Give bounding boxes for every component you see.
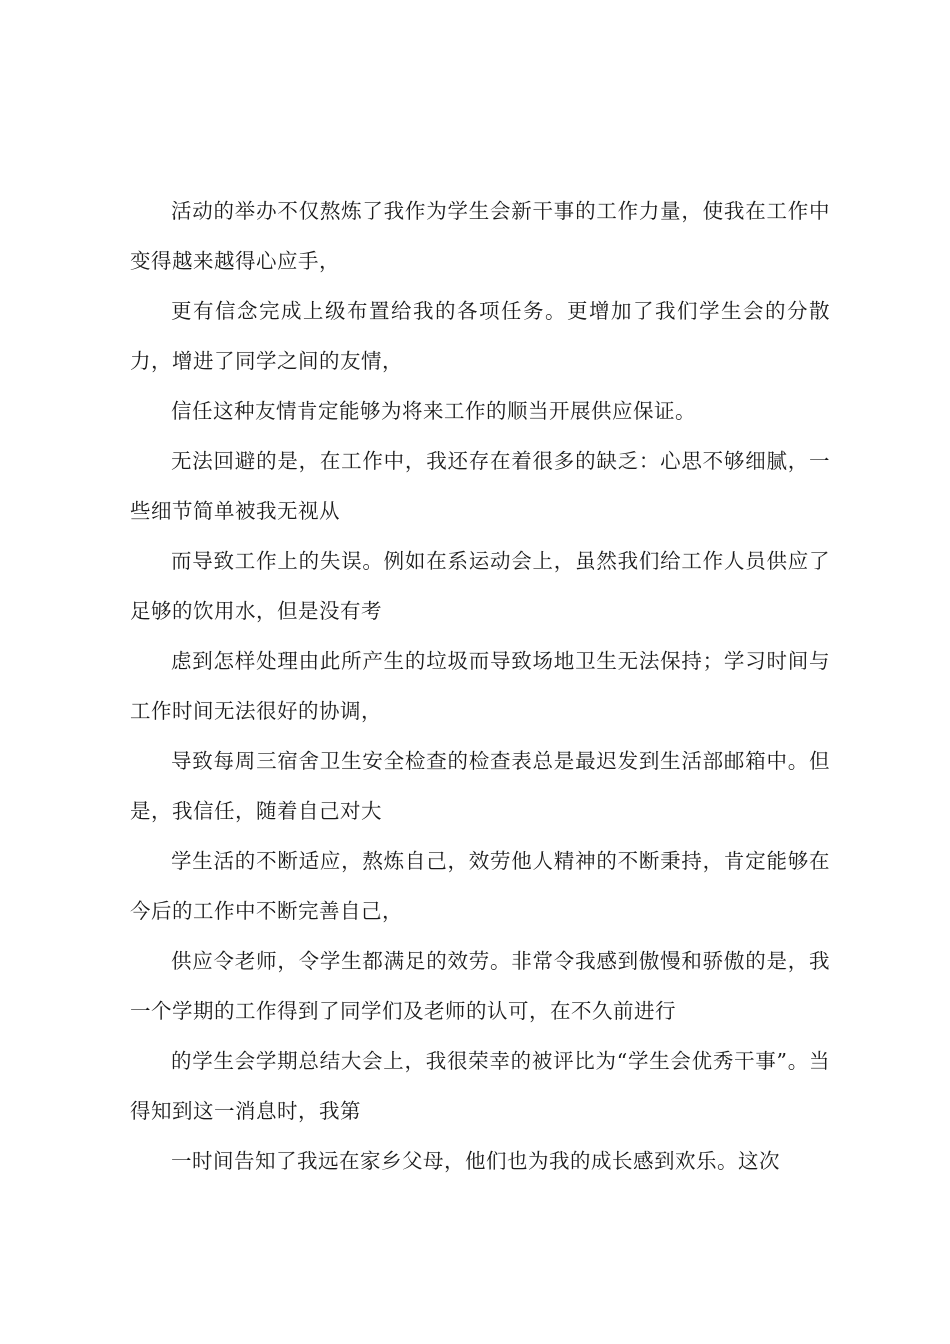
document-body [130,186,830,1186]
paragraph-3: 信任这种友情肯定能够为将来工作的顺当开展供应保证。 [171,399,696,423]
paragraph-6: 虑到怎样处理由此所产生的垃圾而导致场地卫生无法保持；学习时间与工作时间无法很好的协调， [130,649,830,723]
paragraph-4: 无法回避的是，在工作中，我还存在着很多的缺乏：心思不够细腻，一些细节简单被我无视从 [130,449,830,523]
paragraph-9: 供应令老师，令学生都满足的效劳。非常令我感到傲慢和骄傲的是，我一个学期的工作得到了同学们及老师的认可，在不久前进行 [130,949,830,1023]
paragraph-10: 的学生会学期总结大会上，我很荣幸的被评比为“学生会优秀干事”。当得知到这一消息时，我第 [130,1049,830,1123]
paragraph-8: 学生活的不断适应，熬炼自己，效劳他人精神的不断秉持，肯定能够在今后的工作中不断完善自己， [130,849,830,923]
paragraph-11: 一时间告知了我远在家乡父母，他们也为我的成长感到欢乐。这次 [171,1149,780,1173]
paragraph-7: 导致每周三宿舍卫生安全检查的检查表总是最迟发到生活部邮箱中。但是，我信任，随着自己对大 [130,749,830,823]
paragraph-5: 而导致工作上的失误。例如在系运动会上，虽然我们给工作人员供应了足够的饮用水，但是没有考 [130,549,830,623]
paragraph-1: 活动的举办不仅熬炼了我作为学生会新干事的工作力量，使我在工作中变得越来越得心应手， [130,199,830,273]
paragraph-2: 更有信念完成上级布置给我的各项任务。更增加了我们学生会的分散力，增进了同学之间的友情， [130,299,830,373]
